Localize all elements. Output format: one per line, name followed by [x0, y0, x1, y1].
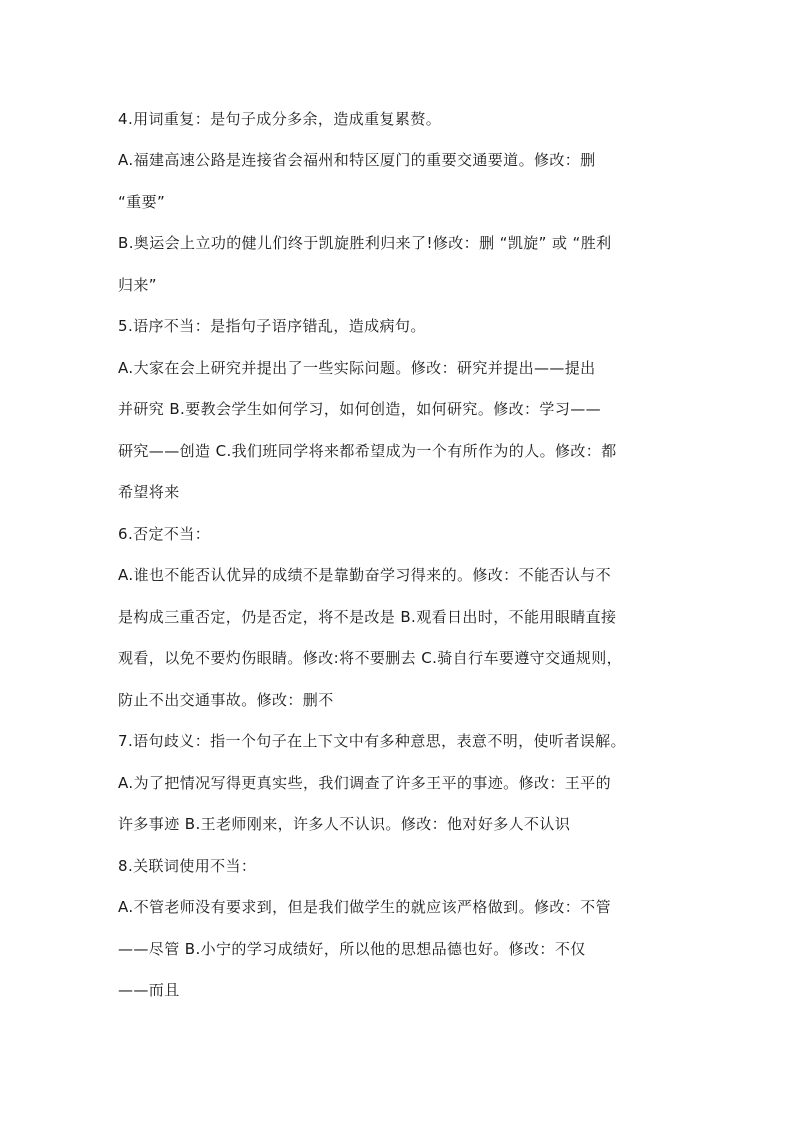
text-line: 研究——创造 C.我们班同学将来都希望成为一个有所作为的人。修改：都 [118, 442, 617, 460]
text-line: 许多事迹 B.王老师刚来，许多人不认识。修改：他对好多人不认识 [118, 815, 571, 833]
text-line: A.不管老师没有要求到，但是我们做学生的就应该严格做到。修改：不管 [118, 898, 611, 916]
text-line: 6.否定不当： [118, 525, 211, 543]
text-line: 希望将来 [118, 483, 180, 501]
text-line: A.为了把情况写得更真实些，我们调查了许多王平的事迹。修改：王平的 [118, 774, 611, 792]
text-line: A.福建高速公路是连接省会福州和特区厦门的重要交通要道。修改：删 [118, 151, 596, 169]
text-line: 是构成三重否定，仍是否定，将不是改是 B.观看日出时，不能用眼睛直接 [118, 608, 617, 626]
text-line: 4.用词重复：是句子成分多余，造成重复累赘。 [118, 110, 442, 128]
text-line: A.谁也不能否认优异的成绩不是靠勤奋学习得来的。修改：不能否认与不 [118, 566, 611, 584]
text-line: “重要” [118, 193, 166, 211]
text-line: ——尽管 B.小宁的学习成绩好，所以他的思想品德也好。修改：不仅 [118, 940, 586, 958]
text-line: A.大家在会上研究并提出了一些实际问题。修改：研究并提出——提出 [118, 359, 596, 377]
text-line: 防止不出交通事故。修改：删不 [118, 691, 334, 709]
text-line: B.奥运会上立功的健儿们终于凯旋胜利归来了!修改：删 “凯旋” 或 “胜利 [118, 234, 612, 252]
text-line: 5.语序不当：是指句子语序错乱，造成病句。 [118, 317, 426, 335]
text-line: 并研究 B.要教会学生如何学习，如何创造，如何研究。修改：学习—— [118, 400, 602, 418]
text-line: 8.关联词使用不当： [118, 857, 257, 875]
text-line: 归来” [118, 276, 157, 294]
text-line: ——而且 [118, 981, 180, 999]
text-line: 观看，以免不要灼伤眼睛。修改:将不要删去 C.骑自行车要遵守交通规则， [118, 649, 623, 667]
text-line: 7.语句歧义：指一个句子在上下文中有多种意思，表意不明，使听者误解。 [118, 732, 626, 750]
